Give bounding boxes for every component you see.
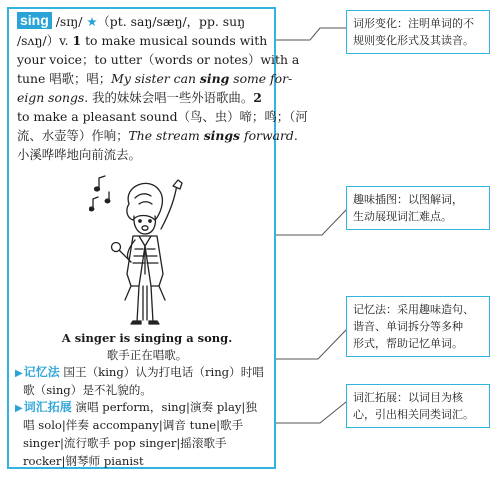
callout-inflection-line-2: 规则变化形式及其读音。 xyxy=(353,34,474,47)
vocab-line-1 xyxy=(15,398,277,416)
callout-illustration xyxy=(346,186,490,230)
callout-memory-line-2: 谐音、单词拆分等多种 xyxy=(353,320,463,333)
memory-section xyxy=(15,363,277,399)
singer-illustration xyxy=(89,174,199,334)
callout-memory xyxy=(346,296,490,357)
example-2-keyword: sings xyxy=(203,128,241,143)
sense-1-text: to make musical sounds with xyxy=(81,33,268,48)
triangle-marker-icon: ▶ xyxy=(15,368,23,379)
memory-label: 记忆法 xyxy=(23,365,60,379)
star-icon: ★ xyxy=(86,14,98,29)
callout-vocab-line-1: 词汇拓展：以词目为核 xyxy=(353,391,463,404)
music-note-icon xyxy=(99,176,105,188)
callout-inflection-line-1: 词形变化：注明单词的不 xyxy=(353,17,474,30)
callout-illustration-line-2: 生动展现词汇难点。 xyxy=(353,210,452,223)
entry-definition xyxy=(17,12,308,164)
dictionary-entry-card xyxy=(7,7,308,469)
inflection-pron: /sʌŋ/）v. xyxy=(17,33,69,48)
vocab-text-2: 唱 solo|伴奏 accompany|调音 tune|歌手 xyxy=(23,418,244,432)
entry-line-8: 小溪哗哗地向前流去。 xyxy=(17,147,141,162)
pronunciation: /sɪŋ/ xyxy=(51,14,87,29)
memory-line-1 xyxy=(15,363,277,381)
entry-line-5 xyxy=(17,88,272,107)
vocab-section xyxy=(15,398,277,470)
memory-text-1: 国王（king）认为打电话（ring）时唱 xyxy=(59,365,264,379)
entry-line-7 xyxy=(17,126,298,145)
sense-number-1: 1 xyxy=(72,33,82,48)
memory-text-2: 歌（sing）是不礼貌的。 xyxy=(23,383,152,397)
microphone-icon xyxy=(112,243,121,252)
example-1-keyword: sing xyxy=(199,71,230,86)
entry-line-2 xyxy=(17,31,272,50)
example-1-translation: . 我的妹妹会唱一些外语歌曲。 xyxy=(84,90,254,105)
callout-memory-line-1: 记忆法：采用趣味造句、 xyxy=(353,303,474,316)
entry-line-6: to make a pleasant sound（鸟、虫）啼；鸣；（河 xyxy=(17,109,308,124)
example-1-cont: eign songs xyxy=(17,90,85,105)
sense-number-2: 2 xyxy=(253,90,262,105)
illustration-caption-en: A singer is singing a song. xyxy=(61,331,233,345)
callout-illustration-line-1: 趣味插图：以图解词， xyxy=(353,193,463,206)
illustration-caption-cn: 歌手正在唱歌。 xyxy=(106,348,188,362)
sense-1-cn: tune 唱歌；唱； xyxy=(17,71,112,86)
callout-memory-line-3: 形式，帮助记忆单词。 xyxy=(353,337,463,350)
entry-line-3: your voice；to utter（words or notes）with a xyxy=(17,52,300,67)
sense-2-cn: 流、水壶等）作响； xyxy=(17,128,129,143)
callout-vocab-line-2: 心，引出相关同类词汇。 xyxy=(353,408,474,421)
connector-memory xyxy=(268,330,346,359)
callout-inflection xyxy=(346,10,490,54)
example-1-end: some for- xyxy=(229,71,293,86)
example-2-period: . xyxy=(293,128,298,143)
example-2-end: forward xyxy=(240,128,294,143)
vocab-text-1: 演唱 perform，sing|演奏 play|独 xyxy=(71,400,257,414)
entry-line-1 xyxy=(17,12,272,31)
connector-vocab xyxy=(268,402,346,423)
vocab-text-4: rocker|钢琴师 pianist xyxy=(23,454,144,468)
entry-line-4 xyxy=(17,69,293,88)
inflection-forms: （pt. saŋ/sæŋ/，pp. suŋ xyxy=(97,14,246,29)
callout-vocab xyxy=(346,384,490,428)
vocab-label: 词汇拓展 xyxy=(23,400,72,414)
example-2: The stream xyxy=(128,128,204,143)
headword: sing xyxy=(17,12,52,29)
triangle-marker-icon: ▶ xyxy=(15,403,23,414)
vocab-text-3: singer|流行歌手 pop singer|摇滚歌手 xyxy=(23,436,227,450)
example-1: My sister can xyxy=(111,71,200,86)
